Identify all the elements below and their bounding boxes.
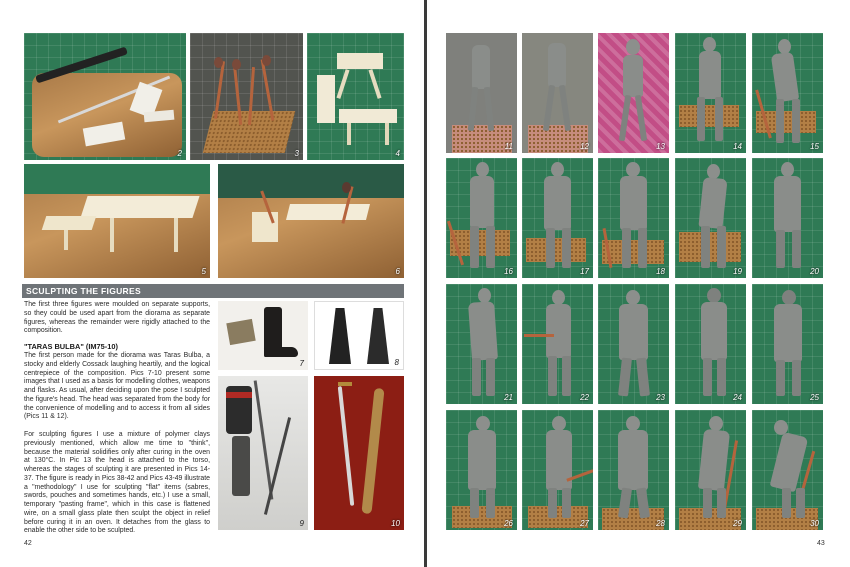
- photo-28: [598, 410, 669, 530]
- left-page: [0, 0, 424, 567]
- photo-number: 27: [580, 519, 589, 528]
- photo-number: 30: [810, 519, 819, 528]
- photo-14: [675, 33, 746, 153]
- photo-number: 2: [177, 149, 182, 158]
- photo-29: [675, 410, 746, 530]
- photo-17: [522, 158, 593, 278]
- paragraph-2: For sculpting figures I use a mixture of polymer clays previously mentioned, which allow me time to "think", because the material solidifies only after curing in the oven at 130°C. In Pic 13 the head is attached to the torso, whereas the stages of sculpting it are presented in Pics 14-37. The figure is ready in Pics 38-42 and Pics 43-49 illustrate a "methodology" I use for sculpting "flat" items (sabres, swords, pouches and sometimes hands, etc.) I use a small, temporary "pasting frame", which in this case is flattened wire, on a small glass plate then sculpt the object in relief before curing it in an oven. It detaches from the glass to enable the other side to be sculpted.: [24, 431, 210, 535]
- photo-27: [522, 410, 593, 530]
- photo-9: [218, 376, 308, 530]
- photo-number: 14: [733, 142, 742, 151]
- photo-number: 15: [810, 142, 819, 151]
- photo-20: [752, 158, 823, 278]
- photo-18: [598, 158, 669, 278]
- photo-number: 18: [656, 267, 665, 276]
- photo-25: [752, 284, 823, 404]
- page-number-left: 42: [24, 540, 32, 547]
- photo-number: 17: [580, 267, 589, 276]
- photo-19: [675, 158, 746, 278]
- photo-number: 20: [810, 267, 819, 276]
- photo-number: 9: [299, 519, 304, 528]
- intro-paragraph: The first three figures were moulded on separate supports, so they could be used apart from the diorama as separate figures, whereas the remainder were rigidly attached to the composition.: [24, 301, 210, 335]
- section-heading: SCULPTING THE FIGURES: [22, 284, 404, 298]
- photo-number: 5: [201, 267, 206, 276]
- photo-number: 10: [391, 519, 400, 528]
- photo-number: 24: [733, 393, 742, 402]
- photo-23: [598, 284, 669, 404]
- photo-4: [307, 33, 404, 160]
- photo-number: 16: [504, 267, 513, 276]
- photo-3: [190, 33, 303, 160]
- photo-11: [446, 33, 517, 153]
- photo-15: [752, 33, 823, 153]
- photo-24: [675, 284, 746, 404]
- photo-number: 11: [504, 142, 513, 151]
- photo-number: 19: [733, 267, 742, 276]
- photo-6: [218, 164, 404, 278]
- photo-number: 4: [395, 149, 400, 158]
- photo-22: [522, 284, 593, 404]
- paragraph-1: The first person made for the diorama was Taras Bulba, a stocky and elderly Cossack laughing heartily, and the logical centrepiece of the composition. Pics 7-10 present some images that I used as a basis for modelling clothes, weapons and flasks. As usual, after deciding upon the pose I sculpted the figure's head. The head was separated from the body for the convenience of modelling and to access it from all sides (Pics 11 & 12).: [24, 352, 210, 421]
- photo-5: [24, 164, 210, 278]
- photo-number: 25: [810, 393, 819, 402]
- photo-number: 23: [656, 393, 665, 402]
- photo-12: [522, 33, 593, 153]
- page-number-right: 43: [817, 540, 825, 547]
- photo-number: 26: [504, 519, 513, 528]
- photo-number: 12: [580, 142, 589, 151]
- photo-8: [314, 301, 404, 370]
- photo-7: [218, 301, 308, 370]
- photo-number: 21: [504, 393, 513, 402]
- photo-13: [598, 33, 669, 153]
- photo-number: 3: [294, 149, 299, 158]
- photo-30: [752, 410, 823, 530]
- photo-10: [314, 376, 404, 530]
- subheading: "TARAS BULBA" (IM75-10): [24, 342, 118, 351]
- photo-number: 8: [394, 358, 399, 367]
- photo-26: [446, 410, 517, 530]
- photo-16: [446, 158, 517, 278]
- right-page: [427, 0, 850, 567]
- photo-number: 13: [656, 142, 665, 151]
- photo-number: 29: [733, 519, 742, 528]
- photo-number: 7: [299, 359, 304, 368]
- photo-21: [446, 284, 517, 404]
- photo-number: 6: [395, 267, 400, 276]
- photo-number: 22: [580, 393, 589, 402]
- photo-2: [24, 33, 186, 160]
- photo-number: 28: [656, 519, 665, 528]
